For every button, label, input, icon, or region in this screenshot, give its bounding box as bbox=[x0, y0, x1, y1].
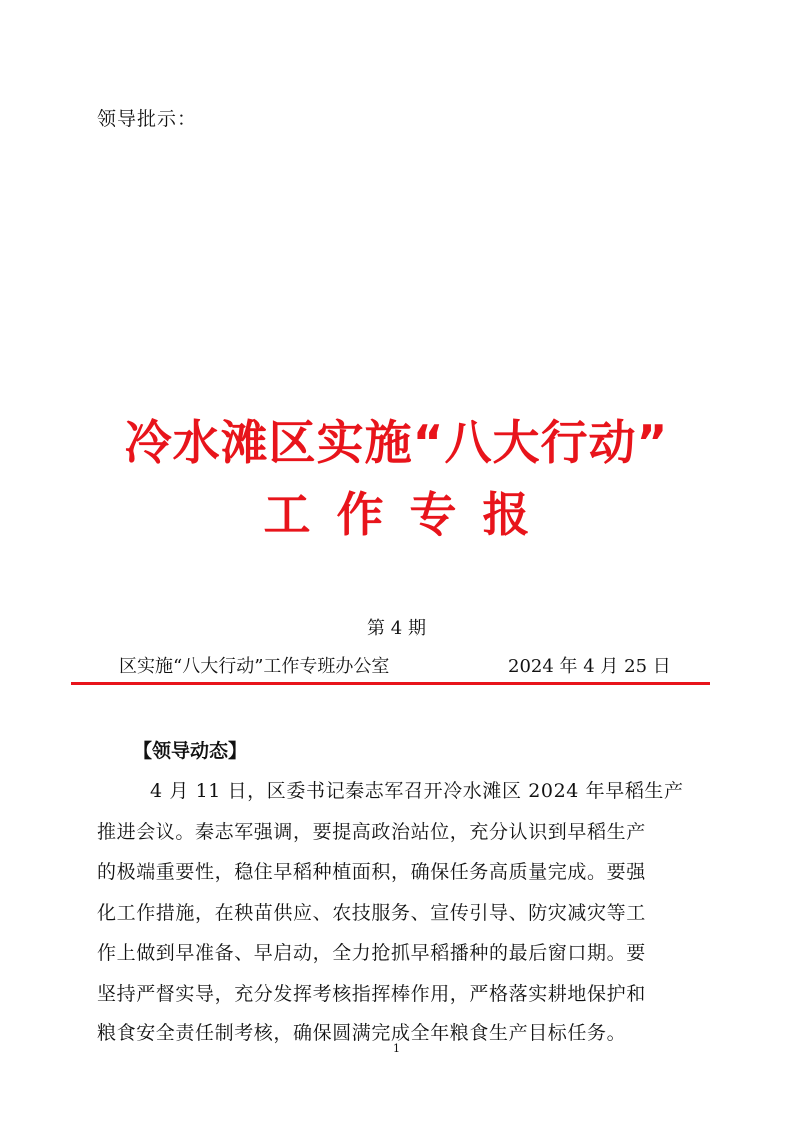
body-line: 化工作措施，在秧苗供应、农技服务、宣传引导、防灾减灾等工 bbox=[97, 902, 646, 924]
section-heading: 【领导动态】 bbox=[133, 740, 248, 762]
issue-date: 2024 年 4 月 25 日 bbox=[508, 656, 671, 677]
red-divider-rule bbox=[71, 682, 710, 685]
issuing-office: 区实施“八大行动”工作专班办公室 bbox=[119, 656, 390, 677]
body-line: 作上做到早准备、早启动，全力抢抓早稻播种的最后窗口期。要 bbox=[97, 942, 646, 964]
page-number: 1 bbox=[393, 1042, 400, 1055]
body-line: 4 月 11 日，区委书记秦志军召开冷水滩区 2024 年早稻生产 bbox=[150, 780, 684, 802]
body-line: 坚持严督实导，充分发挥考核指挥棒作用，严格落实耕地保护和 bbox=[97, 983, 646, 1005]
body-line: 推进会议。秦志军强调，要提高政治站位，充分认识到早稻生产 bbox=[97, 821, 646, 843]
document-title-line1: 冷水滩区实施“八大行动” bbox=[124, 416, 669, 471]
body-line: 的极端重要性，稳住早稻种植面积，确保任务高质量完成。要强 bbox=[97, 861, 646, 883]
issue-number: 第 4 期 bbox=[367, 618, 426, 639]
body-line: 粮食安全责任制考核，确保圆满完成全年粮食生产目标任务。 bbox=[97, 1022, 627, 1044]
leader-approval-label: 领导批示： bbox=[97, 108, 198, 130]
document-title-line2: 工作专报 bbox=[263, 488, 556, 543]
